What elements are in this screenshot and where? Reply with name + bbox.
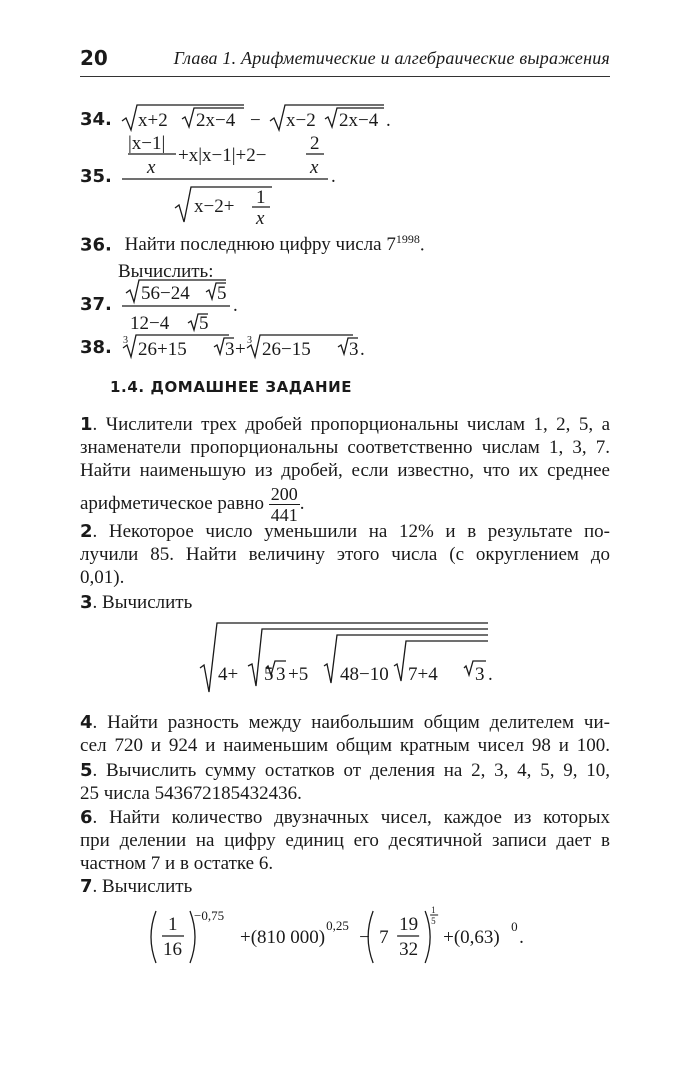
formula-38-index-b: 3: [247, 335, 252, 346]
formula-35-abs: |x−1|: [128, 133, 166, 154]
formula-38-plus: +: [235, 339, 246, 360]
formula-h3-b1: 5: [264, 664, 274, 685]
formula-35-mid: +x|x−1|+2−: [178, 145, 267, 166]
formula-h3-d1: 7+4: [408, 664, 438, 685]
formula-34: [120, 103, 420, 133]
homework-6: [80, 806, 610, 875]
homework-1-line4-row: [80, 484, 610, 525]
formula-h7-b: +(810 000): [240, 927, 326, 948]
section-title: 1.4. ДОМАШНЕЕ ЗАДАНИЕ: [110, 378, 353, 396]
problem-35: [80, 130, 380, 228]
problem-number: 34.: [80, 109, 112, 130]
running-title: Глава 1. Арифметические и алгебраические выражения: [173, 48, 610, 68]
homework-6-line3: частном 7 и в остатке 6.: [80, 853, 274, 874]
fraction-denominator: 441: [270, 505, 298, 525]
formula-37: [120, 278, 260, 334]
problem-38: [80, 332, 380, 362]
formula-35-end: .: [331, 166, 336, 187]
formula-34-x2: x−2: [286, 110, 316, 131]
formula-34-inner2: 2x−4: [339, 110, 379, 131]
fraction-numerator: 200: [270, 484, 298, 504]
formula-37-d-base: 12−4: [130, 313, 170, 334]
formula-h7-a-num: 1: [168, 914, 178, 935]
homework-number: 1: [80, 414, 93, 435]
problem-36: [80, 228, 425, 256]
homework-2-line1: . Некоторое число уменьшили на 12% и в результате по-: [92, 521, 610, 542]
homework-4-line2: сел 720 и 924 и наименьшим общим кратным чисел 98 и 100.: [80, 735, 610, 756]
formula-35-x: x: [310, 157, 319, 178]
homework-number: 4: [80, 712, 93, 733]
homework-4: [80, 711, 610, 757]
formula-h7-c-exp-den: 5: [431, 916, 436, 926]
formula-34-inner1: 2x−4: [196, 110, 236, 131]
problem-36-end: .: [419, 234, 425, 256]
formula-h7-d: +(0,63): [443, 927, 500, 948]
homework-2-line2: лучили 85. Найти величину этого числа (с округлением до: [80, 544, 610, 565]
formula-h7-b-exp-visible: 0,25: [326, 918, 349, 933]
homework-1-line1: . Числители трех дробей пропорциональны числам 1, 2, 5, а: [92, 414, 610, 435]
problem-36-exponent: 1998: [395, 232, 420, 246]
homework-1-end: .: [299, 492, 305, 514]
problem-37: [80, 278, 340, 334]
formula-h3-nested-root: [198, 620, 498, 700]
formula-34-minus: −: [250, 110, 261, 131]
formula-34-x1: x+2: [138, 110, 168, 131]
formula-37-d-rad: 5: [199, 313, 209, 334]
compute-intro: Вычислить:: [118, 261, 214, 282]
homework-7: [80, 875, 192, 898]
formula-38-end: .: [360, 339, 365, 360]
homework-5-line2: 25 числа 543672185432436.: [80, 783, 302, 804]
homework-4-line: [80, 711, 610, 734]
homework-6-line: [80, 806, 610, 829]
formula-h7: [148, 905, 568, 975]
formula-h7-a-den: 16: [163, 939, 182, 960]
formula-h7-end: .: [519, 927, 524, 948]
homework-2: [80, 520, 610, 589]
page-number: 20: [80, 46, 108, 70]
formula-h7-a-exp: −0,75: [194, 908, 225, 923]
homework-2-line: [80, 520, 610, 543]
homework-1: [80, 413, 610, 525]
homework-1-line3: Найти наименьшую из дробей, если известно, что их среднее: [80, 460, 610, 481]
homework-number: 2: [80, 521, 93, 542]
homework-1-line: [80, 413, 610, 436]
problem-number: 37.: [80, 294, 112, 315]
formula-38-index-a: 3: [123, 335, 128, 346]
homework-2-line3: 0,01).: [80, 567, 125, 588]
formula-35-root-x: x: [256, 208, 265, 228]
homework-6-line1: . Найти количество двузначных чисел, каждое из которых: [92, 807, 610, 828]
formula-h3-d2: 3: [475, 664, 485, 685]
homework-3: [80, 591, 192, 614]
problem-36-text: Найти последнюю цифру числа 7: [124, 234, 396, 256]
formula-h7-c-den: 32: [399, 939, 419, 960]
homework-1-line4: арифметическое равно: [80, 492, 264, 514]
page-header: [80, 42, 610, 77]
homework-number: 7: [80, 876, 93, 897]
formula-h7-c-whole: 7: [379, 927, 389, 948]
homework-number: 5: [80, 760, 93, 781]
formula-38-b-rad: 3: [349, 339, 359, 360]
formula-35-one: 1: [256, 187, 266, 208]
homework-number: 6: [80, 807, 93, 828]
formula-38-a-rad: 3: [225, 339, 235, 360]
homework-5: [80, 759, 610, 805]
formula-h7-c-minus: −: [359, 927, 370, 948]
homework-5-line1: . Вычислить сумму остатков от деления на 2, 3, 4, 5, 9, 10,: [92, 760, 610, 781]
formula-38-a-base: 26+15: [138, 339, 187, 360]
formula-38: [120, 332, 380, 362]
formula-35: [120, 130, 380, 228]
formula-38-b-base: 26−15: [262, 339, 311, 360]
problem-number: 35.: [80, 166, 112, 187]
problem-number: 36.: [80, 234, 112, 256]
formula-h3-end: .: [488, 664, 493, 685]
fraction-200-441: [269, 484, 300, 525]
formula-h3-b3: +5: [288, 664, 309, 685]
homework-3-text: . Вычислить: [92, 592, 193, 613]
homework-6-line2: при делении на цифру единиц его десятичной записи дает в: [80, 830, 610, 851]
homework-5-line: [80, 759, 610, 782]
formula-34-end: .: [386, 110, 391, 131]
formula-h7-c-exp-num: 1: [431, 905, 436, 915]
formula-h3-c: 48−10: [340, 664, 389, 685]
formula-35-root-base: x−2+: [194, 196, 235, 217]
homework-4-line1: . Найти разность между наибольшим общим делителем чи-: [92, 712, 610, 733]
formula-h3-b2: 3: [276, 664, 286, 685]
formula-35-den-x: x: [147, 157, 156, 178]
formula-37-end: .: [233, 295, 238, 316]
formula-35-two: 2: [310, 133, 320, 154]
homework-number: 3: [80, 592, 93, 613]
formula-37-n-rad: 5: [217, 283, 227, 304]
formula-h7-d-exp: 0: [511, 919, 518, 934]
problem-number: 38.: [80, 337, 112, 358]
formula-h7-c-num: 19: [399, 914, 419, 935]
formula-h3-a: 4+: [218, 664, 239, 685]
homework-7-text: . Вычислить: [92, 876, 193, 897]
homework-1-line2: знаменатели пропорциональны соответственно числам 1, 3, 7.: [80, 437, 610, 458]
formula-37-n-base: 56−24: [141, 283, 190, 304]
